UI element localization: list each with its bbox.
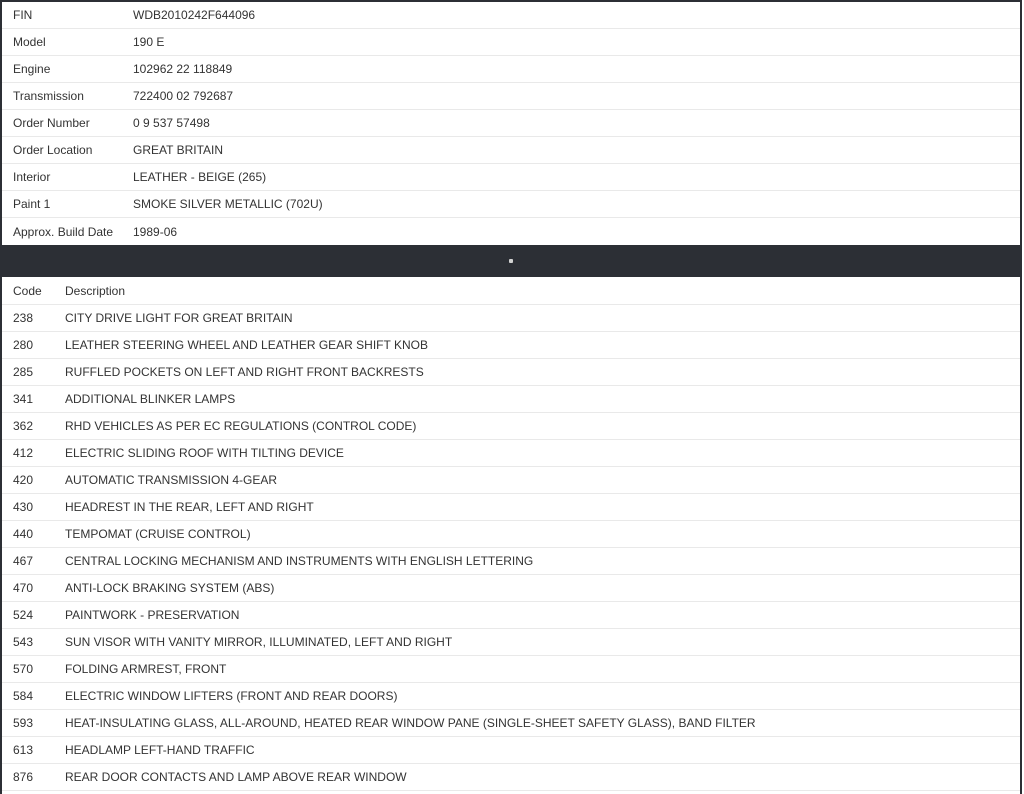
option-code: 412 xyxy=(13,446,34,460)
option-description: ADDITIONAL BLINKER LAMPS xyxy=(65,392,236,406)
info-value: SMOKE SILVER METALLIC (702U) xyxy=(133,197,323,211)
option-description: FOLDING ARMREST, FRONT xyxy=(65,662,227,676)
option-row xyxy=(2,548,1020,575)
info-label: Order Location xyxy=(13,143,93,157)
dot-icon xyxy=(509,259,513,263)
option-code: 280 xyxy=(13,338,34,352)
option-code: 584 xyxy=(13,689,34,703)
vehicle-info-row xyxy=(2,191,1020,218)
info-label: Engine xyxy=(13,62,51,76)
option-code: 570 xyxy=(13,662,34,676)
option-description: AUTOMATIC TRANSMISSION 4-GEAR xyxy=(65,473,278,487)
info-label: Transmission xyxy=(13,89,84,103)
info-value: 102962 22 118849 xyxy=(133,62,233,76)
info-value: LEATHER - BEIGE (265) xyxy=(133,170,267,184)
option-row xyxy=(2,386,1020,413)
info-value: 190 E xyxy=(133,35,165,49)
vehicle-info-row xyxy=(2,110,1020,137)
option-description: SUN VISOR WITH VANITY MIRROR, ILLUMINATED, LEFT AND RIGHT xyxy=(65,635,453,649)
option-description: ANTI-LOCK BRAKING SYSTEM (ABS) xyxy=(65,581,275,595)
option-description: CENTRAL LOCKING MECHANISM AND INSTRUMENTS WITH ENGLISH LETTERING xyxy=(65,554,534,568)
option-description: RHD VEHICLES AS PER EC REGULATIONS (CONTROL CODE) xyxy=(65,419,417,433)
option-row xyxy=(2,683,1020,710)
option-description: HEADREST IN THE REAR, LEFT AND RIGHT xyxy=(65,500,314,514)
option-row xyxy=(2,521,1020,548)
option-code: 420 xyxy=(13,473,34,487)
info-value: 1989-06 xyxy=(133,224,178,239)
option-description: ELECTRIC WINDOW LIFTERS (FRONT AND REAR DOORS) xyxy=(65,689,398,703)
option-row xyxy=(2,332,1020,359)
option-code: 467 xyxy=(13,554,34,568)
option-code: 524 xyxy=(13,608,34,622)
option-code: 238 xyxy=(13,311,34,325)
options-header-code: Code xyxy=(13,283,42,298)
info-value: 722400 02 792687 xyxy=(133,89,234,103)
vehicle-info-row xyxy=(2,2,1020,29)
option-row xyxy=(2,494,1020,521)
option-row xyxy=(2,575,1020,602)
option-code: 470 xyxy=(13,581,34,595)
section-divider-band xyxy=(2,245,1020,277)
option-code: 341 xyxy=(13,392,34,406)
option-code: 362 xyxy=(13,419,34,433)
option-row xyxy=(2,710,1020,737)
option-codes-table xyxy=(2,277,1020,791)
options-header-description: Description xyxy=(65,283,126,298)
option-description: ELECTRIC SLIDING ROOF WITH TILTING DEVICE xyxy=(65,446,344,460)
option-description: HEAT-INSULATING GLASS, ALL-AROUND, HEATED REAR WINDOW PANE (SINGLE-SHEET SAFETY GLASS), BAND FILTER xyxy=(65,716,756,730)
option-row xyxy=(2,305,1020,332)
option-code: 613 xyxy=(13,743,34,757)
vehicle-info-row xyxy=(2,218,1020,245)
option-row xyxy=(2,602,1020,629)
option-description: RUFFLED POCKETS ON LEFT AND RIGHT FRONT BACKRESTS xyxy=(65,365,424,379)
option-row xyxy=(2,467,1020,494)
vehicle-info-row xyxy=(2,29,1020,56)
info-value: 0 9 537 57498 xyxy=(133,116,210,130)
option-row xyxy=(2,629,1020,656)
vehicle-info-row xyxy=(2,56,1020,83)
info-value: WDB2010242F644096 xyxy=(133,8,256,22)
vehicle-info-row xyxy=(2,83,1020,110)
option-description: PAINTWORK - PRESERVATION xyxy=(65,608,240,622)
info-label: FIN xyxy=(13,8,33,22)
option-row xyxy=(2,764,1020,791)
option-description: CITY DRIVE LIGHT FOR GREAT BRITAIN xyxy=(65,311,293,325)
option-code: 593 xyxy=(13,716,34,730)
option-code: 440 xyxy=(13,527,34,541)
option-code: 543 xyxy=(13,635,34,649)
option-row xyxy=(2,737,1020,764)
option-row xyxy=(2,359,1020,386)
info-label: Interior xyxy=(13,170,51,184)
option-row xyxy=(2,440,1020,467)
option-code: 876 xyxy=(13,770,34,784)
option-description: HEADLAMP LEFT-HAND TRAFFIC xyxy=(65,743,255,757)
option-row xyxy=(2,656,1020,683)
vehicle-info-row xyxy=(2,164,1020,191)
info-value: GREAT BRITAIN xyxy=(133,143,224,157)
option-code: 430 xyxy=(13,500,34,514)
option-row xyxy=(2,413,1020,440)
vehicle-info-row xyxy=(2,137,1020,164)
info-label: Approx. Build Date xyxy=(13,224,114,239)
option-description: TEMPOMAT (CRUISE CONTROL) xyxy=(65,527,251,541)
option-description: REAR DOOR CONTACTS AND LAMP ABOVE REAR WINDOW xyxy=(65,770,407,784)
vehicle-info-table xyxy=(2,2,1020,245)
info-label: Order Number xyxy=(13,116,90,130)
option-code: 285 xyxy=(13,365,34,379)
options-header-row xyxy=(2,277,1020,305)
option-description: LEATHER STEERING WHEEL AND LEATHER GEAR SHIFT KNOB xyxy=(65,338,428,352)
info-label: Model xyxy=(13,35,46,49)
info-label: Paint 1 xyxy=(13,197,51,211)
